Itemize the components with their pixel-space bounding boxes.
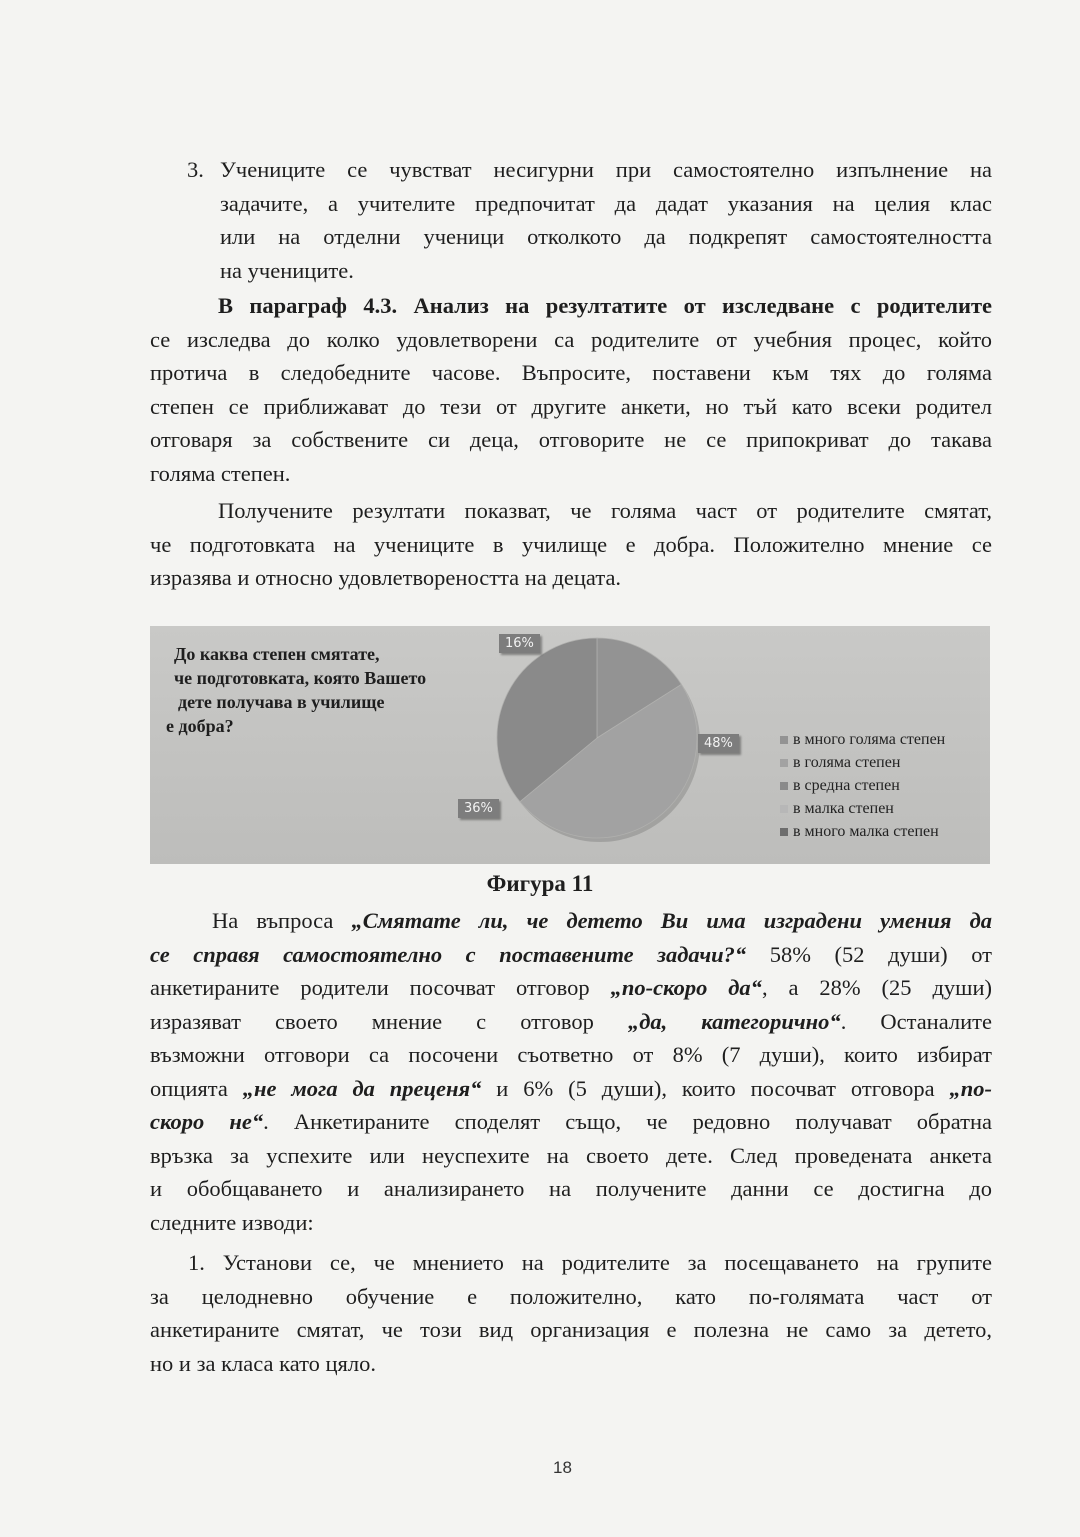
page-number: 18 — [553, 1458, 572, 1477]
answer-text: „по- — [949, 1075, 992, 1101]
pie-chart-figure-11 — [150, 626, 990, 864]
legend-item — [780, 820, 945, 843]
text-span: и 6% (5 души), които посочват отговора — [481, 1075, 950, 1101]
data-label-36: 36% — [458, 799, 499, 818]
legend-swatch — [780, 805, 788, 813]
text-line: възможни отговори са посочени съответно от 8% (7 души), които избират — [150, 1042, 992, 1067]
list-item-3 — [187, 153, 992, 287]
text-line: или на отделни ученици отколкото да подкрепят самостоятелността — [220, 224, 992, 249]
text-line: анкетираните смятат, че този вид организация е полезна не само за детето, — [150, 1317, 992, 1342]
legend-label: в малка степен — [793, 800, 894, 817]
text-line: на учениците. — [220, 257, 354, 283]
text-line — [150, 938, 992, 972]
legend-item — [780, 797, 945, 820]
list-item-1 — [150, 1246, 992, 1380]
chart-title-line: дете получава в училище — [178, 692, 385, 712]
text-line: и обобщаването и анализирането на получените данни се достигна до — [150, 1176, 992, 1201]
text-span: На въпроса — [212, 908, 352, 933]
chart-title-line: че подготовката, която Вашето — [174, 668, 427, 688]
list-number: 3. — [187, 157, 204, 182]
text-line: но и за класа като цяло. — [150, 1350, 376, 1376]
text-line — [150, 1246, 992, 1280]
answer-text: скоро не“ — [150, 1109, 264, 1134]
text-line: Учениците се чувстват несигурни при самостоятелно изпълнение на — [220, 157, 992, 182]
list-number: 1. — [188, 1250, 205, 1275]
legend-label: в много голяма степен — [793, 731, 946, 748]
text-line — [150, 1005, 992, 1039]
text-span: , а 28% (25 души) — [761, 975, 993, 1000]
text-line — [150, 971, 992, 1005]
text-span: Установи се, че мнението на родителите за посещаването на групите — [222, 1250, 992, 1275]
text-line — [150, 1105, 992, 1139]
legend-swatch — [780, 736, 788, 744]
text-span: анкетираните родители посочват отговор — [150, 975, 611, 1000]
legend-item — [780, 751, 945, 774]
figure-caption: Фигура 11 — [486, 871, 594, 896]
text-span: изразяват своето мнение с отговор — [150, 1008, 628, 1034]
chart-title-line: е добра? — [166, 716, 234, 736]
data-label-16: 16% — [499, 634, 540, 653]
paragraph-results — [150, 494, 992, 595]
legend-swatch — [780, 828, 788, 836]
text-line: че подготовката на учениците в училище е добра. Положително мнение се — [150, 531, 992, 557]
text-span: . Анкетираните споделят също, че редовно получават обратна — [263, 1109, 992, 1134]
chart-title-line: До каква степен смятате, — [174, 644, 380, 664]
question-text: „Смятате ли, че детето Ви има изградени умения да — [351, 908, 992, 933]
legend-label: в много малка степен — [793, 823, 939, 840]
legend-item — [780, 774, 945, 797]
text-span: опцията — [150, 1075, 243, 1101]
paragraph-question — [150, 904, 992, 1239]
text-line: за целодневно обучение е положително, като по-голямата част от — [150, 1283, 992, 1309]
text-line: степен се приближават до тези от другите анкети, но тъй като всеки родител — [150, 393, 992, 419]
answer-text: „да, категорично“ — [627, 1008, 841, 1034]
legend-swatch — [780, 759, 788, 767]
text-line: задачите, а учителите предпочитат да дадат указания на целия клас — [220, 190, 992, 216]
paragraph-section-4-3 — [150, 289, 992, 490]
legend-label: в голяма степен — [793, 754, 901, 771]
text-line — [150, 904, 992, 938]
chart-title — [166, 642, 494, 738]
text-line: се изследва до колко удовлетворени са родителите от учебния процес, който — [150, 326, 992, 352]
text-line — [150, 1072, 992, 1106]
text-line: следните изводи: — [150, 1209, 314, 1235]
text-line: изразява и относно удовлетвореността на децата. — [150, 565, 622, 590]
text-line: голяма степен. — [150, 460, 291, 486]
answer-text: „по-скоро да“ — [610, 975, 762, 1000]
data-label-48: 48% — [698, 734, 739, 753]
text-line: Получените резултати показват, че голяма част от родителите смятат, — [218, 498, 992, 523]
question-text: се справя самостоятелно с поставените задачи?“ — [150, 941, 747, 967]
legend-item — [780, 728, 945, 751]
section-heading: В параграф 4.3. Анализ на резултатите от изследване с родителите — [218, 293, 992, 318]
answer-text: „не мога да преценя“ — [242, 1075, 482, 1101]
legend-swatch — [780, 782, 788, 790]
legend-label: в средна степен — [793, 777, 900, 794]
text-line: връзка за успехите или неуспехите на своето дете. След проведената анкета — [150, 1142, 992, 1168]
text-span: 58% (52 души) от — [746, 941, 992, 967]
text-span: . Останалите — [840, 1008, 992, 1034]
chart-legend — [780, 728, 945, 843]
text-line: отговаря за собствените си деца, отговорите не се припокриват до такава — [150, 427, 992, 452]
text-line: протича в следобедните часове. Въпросите, поставени към тях до голяма — [150, 360, 992, 385]
